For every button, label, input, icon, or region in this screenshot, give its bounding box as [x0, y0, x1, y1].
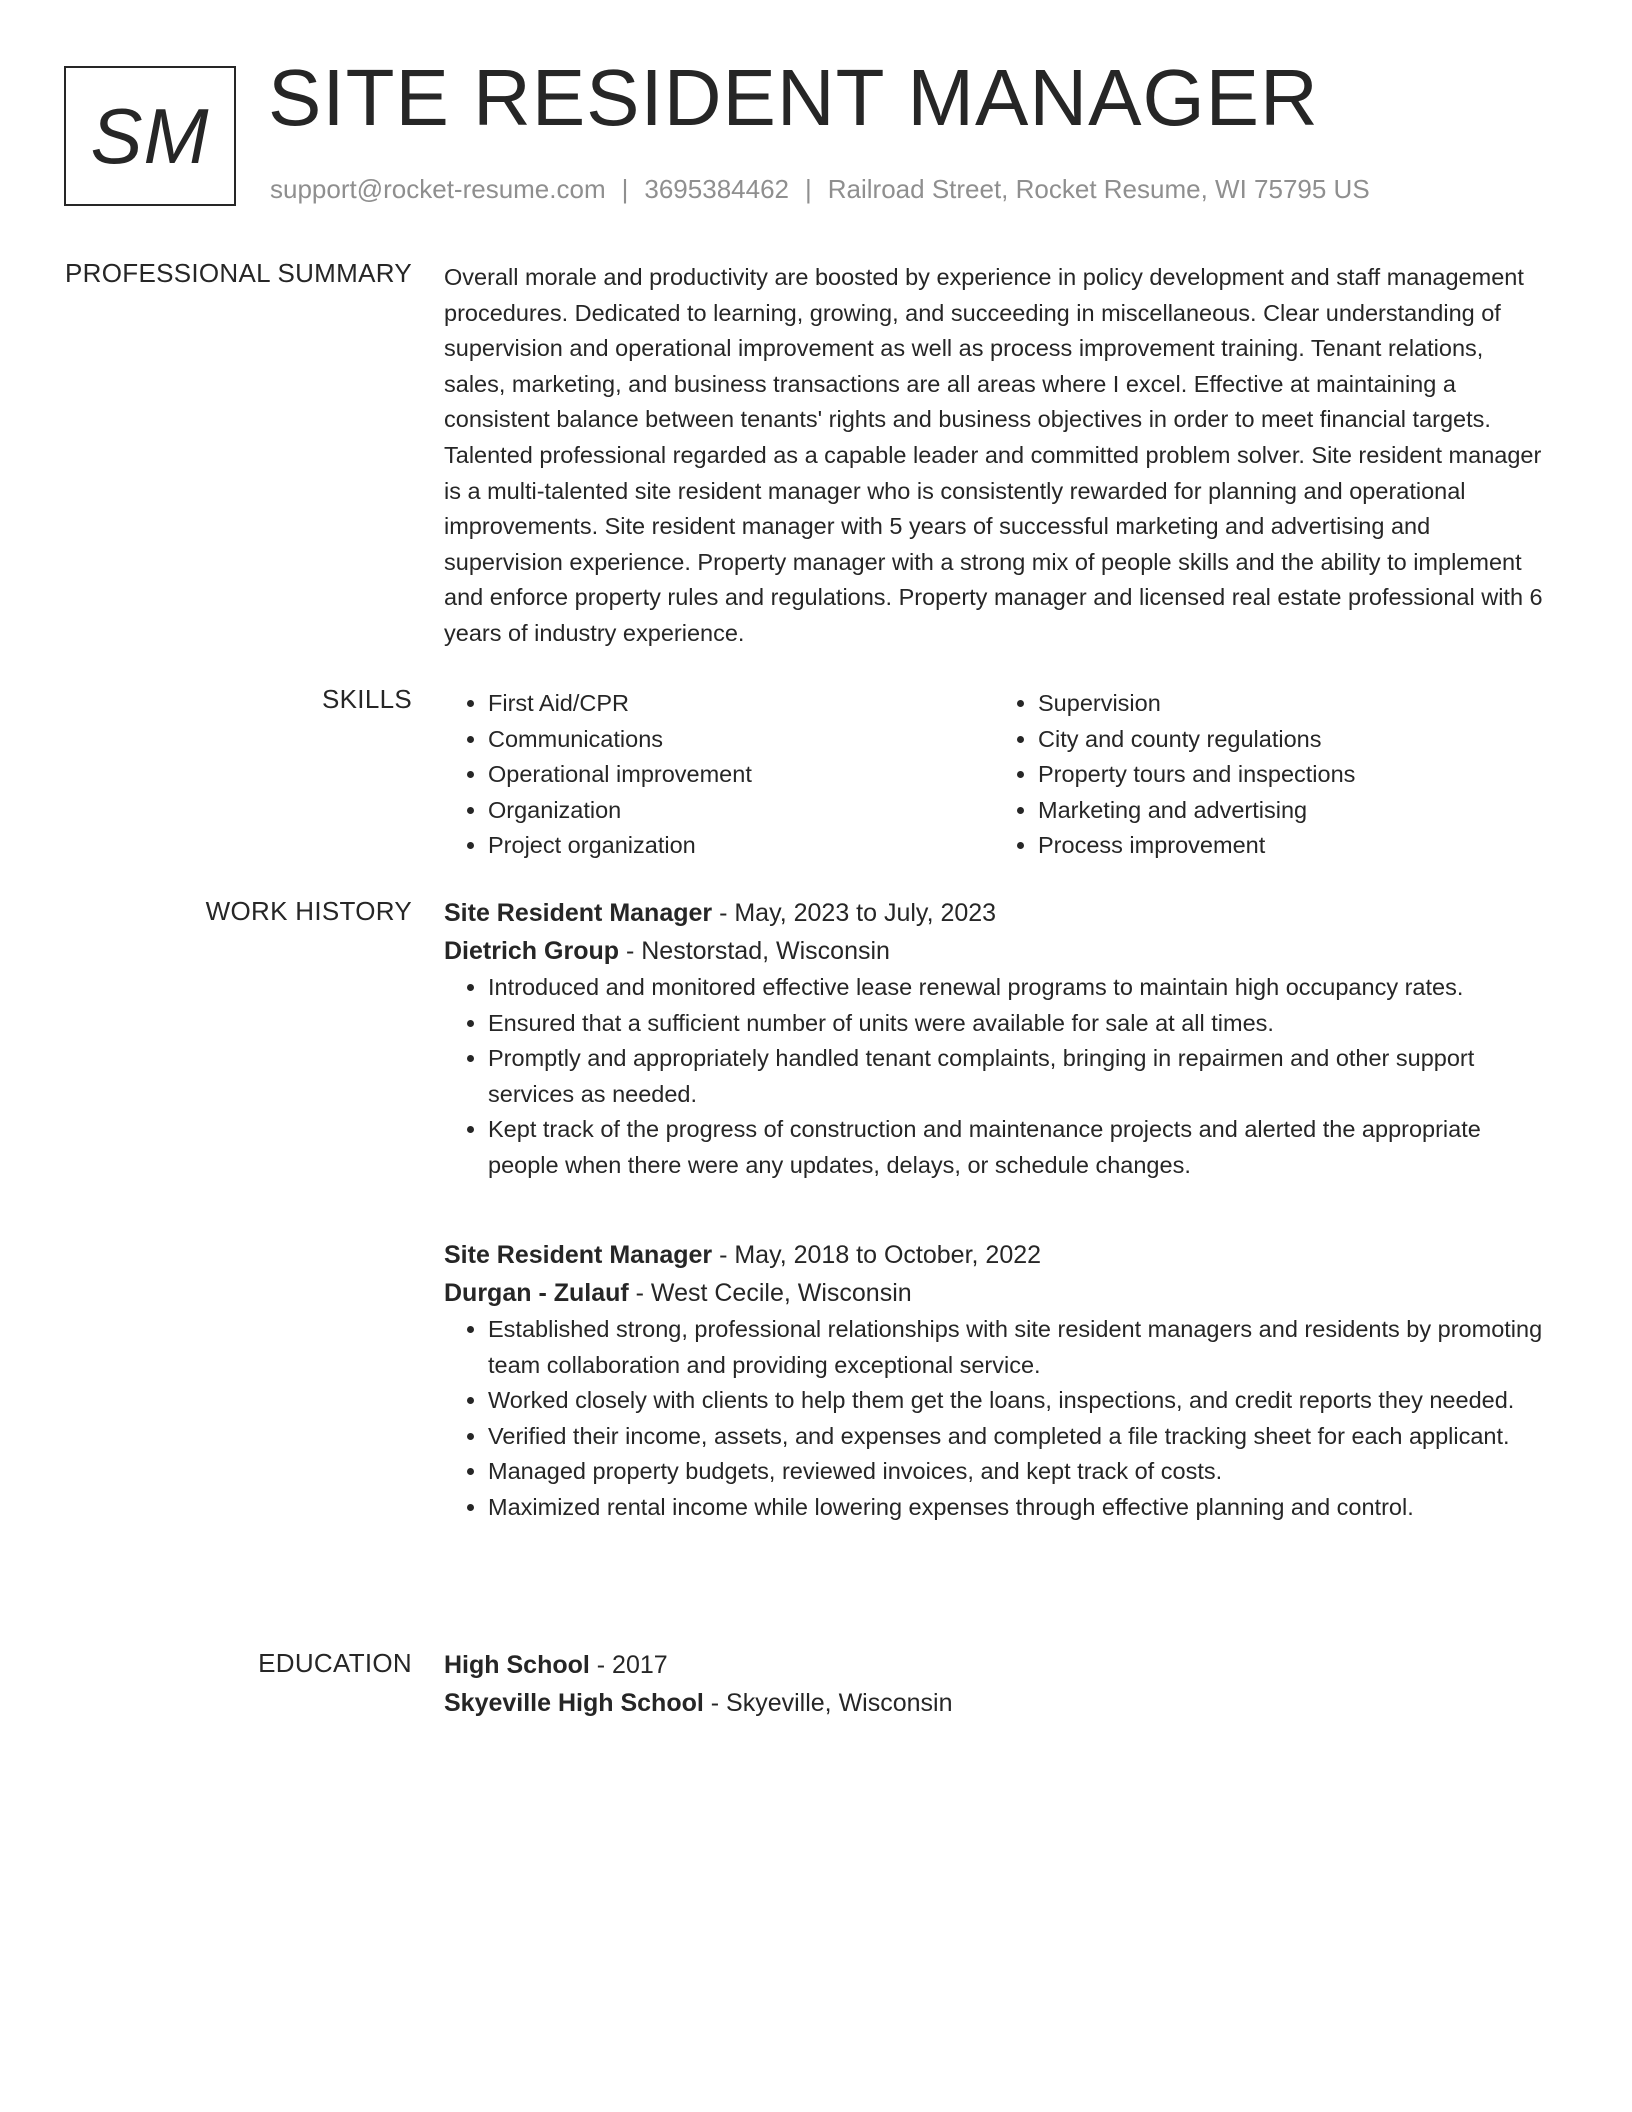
education-degree: High School: [444, 1651, 590, 1679]
job-bullet: • Introduced and monitored effective lease renewal programs to maintain high occupancy rates.: [488, 970, 1544, 1006]
contact-line: [270, 174, 1370, 205]
skill-item: • First Aid/CPR: [488, 686, 994, 722]
resume-name: SITE RESIDENT MANAGER: [268, 53, 1319, 142]
education-school-line: [444, 1684, 1544, 1722]
job-location: - Nestorstad, Wisconsin: [619, 937, 890, 965]
summary-label: PROFESSIONAL SUMMARY: [65, 258, 412, 288]
skills-label: SKILLS: [322, 684, 412, 714]
work-history-label: WORK HISTORY: [205, 896, 412, 926]
education-degree-line: [444, 1646, 1544, 1684]
job-bullet: • Promptly and appropriately handled tenant complaints, bringing in repairmen and other support services as needed.: [488, 1041, 1544, 1112]
job-company-line: [444, 932, 1544, 970]
contact-separator: |: [621, 174, 629, 204]
skill-item: • Communications: [488, 722, 994, 758]
job-bullets: [444, 970, 1544, 1184]
job-entry: [444, 894, 1544, 1184]
job-company-line: [444, 1274, 1544, 1312]
skills-list-left: [444, 686, 994, 864]
summary-text: Overall morale and productivity are boosted by experience in policy development and staff management procedures. Dedicated to learning, growing, and succeeding in miscellaneous. Clear understanding of supervision and operational improvement as well as process improvement training. Tenant relations, sales, marketing, and business transactions are all areas where I excel. Effective at maintaining a consistent balance between tenants' rights and business objectives in order to meet financial targets. Talented professional regarded as a capable leader and committed problem solver. Site resident manager is a multi-talented site resident manager who is consistently rewarded for planning and operational improvements. Site resident manager with 5 years of successful marketing and advertising and supervision experience. Property manager with a strong mix of people skills and the ability to implement and enforce property rules and regulations. Property manager and licensed real estate professional with 6 years of industry experience.: [444, 264, 1543, 646]
education-school: Skyeville High School: [444, 1689, 704, 1717]
skill-item: • Supervision: [1038, 686, 1544, 722]
education-label: EDUCATION: [258, 1648, 412, 1678]
job-location: - West Cecile, Wisconsin: [628, 1279, 912, 1307]
job-bullet: • Verified their income, assets, and expenses and completed a file tracking sheet for each applicant.: [488, 1419, 1544, 1455]
job-title-line: [444, 1236, 1544, 1274]
job-bullet: • Kept track of the progress of construction and maintenance projects and alerted the appropriate people when there were any updates, delays, or schedule changes.: [488, 1112, 1544, 1183]
contact-phone[interactable]: 3695384462: [644, 174, 789, 204]
skill-item: • City and county regulations: [1038, 722, 1544, 758]
skill-item: • Marketing and advertising: [1038, 793, 1544, 829]
job-bullet: • Ensured that a sufficient number of units were available for sale at all times.: [488, 1006, 1544, 1042]
skill-item: • Operational improvement: [488, 757, 994, 793]
monogram-box: [64, 66, 236, 206]
education-year: - 2017: [589, 1651, 668, 1679]
job-dates: - May, 2023 to July, 2023: [712, 899, 997, 927]
skills-list-right: [994, 686, 1544, 864]
job-title: Site Resident Manager: [444, 899, 713, 927]
skill-item: • Property tours and inspections: [1038, 757, 1544, 793]
job-bullet: • Worked closely with clients to help them get the loans, inspections, and credit reports they needed.: [488, 1383, 1544, 1419]
monogram-initials: SM: [90, 92, 210, 180]
job-entry: [444, 1236, 1544, 1526]
job-dates: - May, 2018 to October, 2022: [712, 1241, 1042, 1269]
job-company: Dietrich Group: [444, 937, 620, 965]
job-company: Durgan - Zulauf: [444, 1279, 629, 1307]
contact-separator: |: [805, 174, 812, 204]
job-title: Site Resident Manager: [444, 1241, 713, 1269]
job-bullets: [444, 1312, 1544, 1526]
skill-item: • Process improvement: [1038, 828, 1544, 864]
job-bullet: • Managed property budgets, reviewed invoices, and kept track of costs.: [488, 1454, 1544, 1490]
job-bullet: • Maximized rental income while lowering expenses through effective planning and control.: [488, 1490, 1544, 1526]
contact-email[interactable]: support@rocket-resume.com: [270, 174, 606, 204]
job-bullet: • Established strong, professional relationships with site resident managers and residents by promoting team collaboration and providing exceptional service.: [488, 1312, 1544, 1383]
skill-item: • Organization: [488, 793, 994, 829]
job-title-line: [444, 894, 1544, 932]
education-location: - Skyeville, Wisconsin: [703, 1689, 953, 1717]
skill-item: • Project organization: [488, 828, 994, 864]
contact-address: Railroad Street, Rocket Resume, WI 75795 US: [827, 174, 1370, 204]
